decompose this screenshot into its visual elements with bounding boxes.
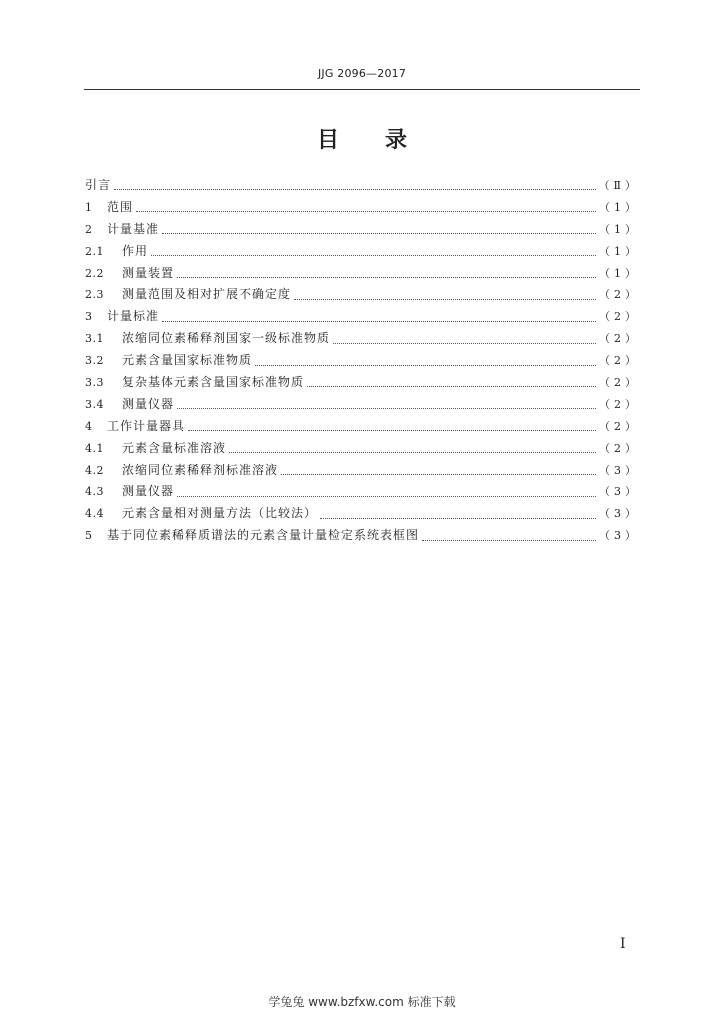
toc-entry-page: （1）: [599, 244, 640, 258]
toc-entry-page: （2）: [599, 354, 640, 368]
toc-dot-leader: [320, 518, 596, 519]
toc-dot-leader: [162, 233, 596, 234]
toc-entry[interactable]: [85, 176, 640, 198]
toc-entry-number: 2.2: [85, 266, 104, 280]
toc-entry[interactable]: [85, 351, 640, 373]
toc-entry-page: （2）: [599, 332, 640, 346]
toc-dot-leader: [177, 277, 596, 278]
toc-entry-page: （1）: [599, 222, 640, 236]
toc-entry[interactable]: [85, 242, 640, 264]
toc-entry-page: （2）: [599, 397, 640, 411]
toc-entry-page: （3）: [599, 529, 640, 543]
toc-entry-page: （1）: [599, 200, 640, 214]
toc-entry-number: 2.3: [85, 288, 104, 302]
toc-entry-number: 2.1: [85, 244, 104, 258]
toc-entry-page: （3）: [599, 463, 640, 477]
toc-entry-number: 3: [85, 310, 93, 324]
toc-entry-page: （2）: [599, 419, 640, 433]
toc-dot-leader: [188, 430, 596, 431]
toc-entry-label: 计量基准: [107, 221, 160, 236]
toc-entry-page: （Ⅱ）: [598, 179, 640, 192]
toc-dot-leader: [307, 386, 596, 387]
toc-entry-label: 工作计量器具: [107, 418, 186, 433]
toc-entry[interactable]: [85, 439, 640, 461]
page-title: 目录: [316, 128, 453, 153]
toc-entry-number: 2: [85, 222, 93, 236]
toc-entry[interactable]: [85, 307, 640, 329]
toc-dot-leader: [229, 452, 596, 453]
toc-entry[interactable]: [85, 461, 640, 483]
page-number: I: [620, 936, 626, 952]
toc-entry-label: 复杂基体元素含量国家标准物质: [122, 375, 305, 390]
header-rule: [84, 89, 640, 90]
toc-dot-leader: [136, 211, 596, 212]
toc-entry[interactable]: [85, 264, 640, 286]
toc-entry-label: 测量装置: [122, 265, 175, 280]
toc-entry-page: （3）: [599, 507, 640, 521]
toc-dot-leader: [177, 408, 596, 409]
toc-entry[interactable]: [85, 285, 640, 307]
toc-entry[interactable]: [85, 198, 640, 220]
toc-entry[interactable]: [85, 526, 640, 548]
toc-entry-number: 4.3: [85, 485, 104, 499]
toc-dot-leader: [333, 343, 596, 344]
toc-entry-number: 3.4: [85, 397, 104, 411]
toc-dot-leader: [162, 321, 596, 322]
toc-dot-leader: [177, 496, 596, 497]
toc-entry-label: 计量标准: [107, 309, 160, 324]
toc-entry-number: 3.3: [85, 376, 104, 390]
standard-code-header: JJG 2096—2017: [317, 67, 407, 80]
toc-entry[interactable]: [85, 220, 640, 242]
toc-entry-label: 元素含量国家标准物质: [122, 353, 253, 368]
toc-entry-number: 4.1: [85, 441, 104, 455]
toc-entry-number: 3.1: [85, 332, 104, 346]
toc-entry-number: 5: [85, 529, 93, 543]
toc-entry[interactable]: [85, 504, 640, 526]
toc-entry-label: 浓缩同位素稀释剂标准溶液: [122, 462, 279, 477]
toc-entry-number: 4.4: [85, 507, 104, 521]
toc-entry[interactable]: [85, 395, 640, 417]
toc-dot-leader: [294, 299, 596, 300]
toc-entry-label: 元素含量标准溶液: [122, 440, 227, 455]
toc-entry-label: 引言: [85, 178, 112, 192]
toc-entry-label: 基于同位素稀释质谱法的元素含量计量检定系统表框图: [107, 528, 420, 543]
table-of-contents: [85, 176, 640, 548]
toc-entry-label: 浓缩同位素稀释剂国家一级标准物质: [122, 331, 331, 346]
toc-entry-number: 4.2: [85, 463, 104, 477]
toc-dot-leader: [255, 365, 596, 366]
toc-entry[interactable]: [85, 417, 640, 439]
toc-entry[interactable]: [85, 373, 640, 395]
toc-entry-label: 测量仪器: [122, 396, 175, 411]
toc-entry[interactable]: [85, 329, 640, 351]
toc-entry-label: 测量范围及相对扩展不确定度: [122, 287, 292, 302]
toc-entry-label: 作用: [122, 243, 149, 258]
toc-entry-page: （2）: [599, 288, 640, 302]
toc-entry[interactable]: [85, 482, 640, 504]
toc-entry-number: 1: [85, 200, 93, 214]
toc-dot-leader: [114, 189, 596, 190]
toc-dot-leader: [281, 474, 596, 475]
toc-dot-leader: [151, 255, 596, 256]
toc-entry-page: （2）: [599, 441, 640, 455]
toc-entry-page: （1）: [599, 266, 640, 280]
footer-watermark: 学兔兔 www.bzfxw.com 标准下载: [268, 995, 456, 1009]
toc-entry-number: 3.2: [85, 354, 104, 368]
toc-dot-leader: [422, 540, 596, 541]
toc-entry-label: 测量仪器: [122, 484, 175, 499]
toc-entry-page: （3）: [599, 485, 640, 499]
toc-entry-page: （2）: [599, 376, 640, 390]
toc-entry-number: 4: [85, 419, 93, 433]
toc-entry-page: （2）: [599, 310, 640, 324]
toc-entry-label: 元素含量相对测量方法（比较法）: [122, 506, 318, 521]
toc-entry-label: 范围: [107, 199, 134, 214]
